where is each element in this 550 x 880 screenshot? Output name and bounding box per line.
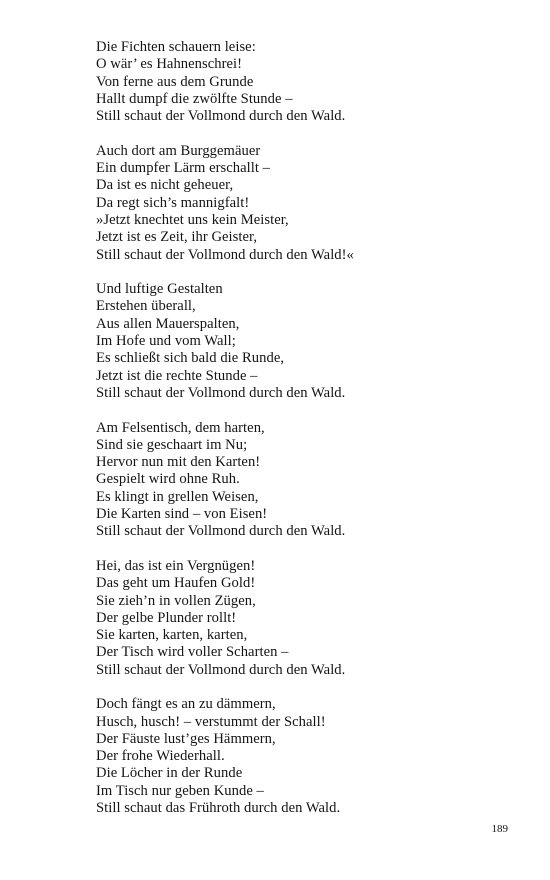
poem-line: Still schaut der Vollmond durch den Wald.: [96, 384, 346, 401]
poem-line: Im Hofe und vom Wall;: [96, 333, 236, 350]
stanza-3: [96, 281, 516, 402]
poem-line: Da ist es nicht geheuer,: [96, 177, 234, 194]
poem-line: Still schaut der Vollmond durch den Wald.: [96, 108, 346, 125]
poem-line: Der Tisch wird voller Scharten –: [96, 644, 289, 661]
poem-line: Still schaut der Vollmond durch den Wald.: [96, 661, 346, 678]
poem-line: Das geht um Haufen Gold!: [96, 575, 256, 592]
poem-line: Sind sie geschaart im Nu;: [96, 436, 248, 453]
poem-line: Doch fängt es an zu dämmern,: [96, 696, 276, 713]
poem-line: Die Karten sind – von Eisen!: [96, 506, 268, 523]
poem-line: O wär’ es Hahnenschrei!: [96, 56, 243, 73]
poem-line: Jetzt ist es Zeit, ihr Geister,: [96, 229, 258, 246]
poem-line: Die Fichten schauern leise:: [96, 39, 256, 55]
poem-line: Von ferne aus dem Grunde: [96, 73, 254, 90]
poem-line: Hallt dumpf die zwölfte Stunde –: [96, 90, 293, 107]
poem-line: Hei, das ist ein Vergnügen!: [96, 557, 256, 574]
page-number: 189: [491, 823, 508, 835]
poem-line: Es schließt sich bald die Runde,: [96, 350, 285, 367]
poem-line: Ein dumpfer Lärm erschallt –: [96, 160, 271, 177]
poem-line: Und luftige Gestalten: [96, 281, 223, 298]
stanza-5: [96, 558, 516, 679]
poem-line: Aus allen Mauerspalten,: [96, 315, 240, 332]
poem-line: Da regt sich’s mannigfalt!: [96, 194, 250, 211]
stanza-1: [96, 39, 516, 125]
poem-line: Gespielt wird ohne Ruh.: [96, 471, 240, 488]
poem-line: »Jetzt knechtet uns kein Meister,: [96, 211, 289, 228]
poem-line: Am Felsentisch, dem harten,: [96, 419, 265, 436]
stanza-4: [96, 420, 516, 541]
poem-line: Die Löcher in der Runde: [96, 765, 243, 782]
poem-body: [96, 39, 516, 835]
poem-line: Im Tisch nur geben Kunde –: [96, 782, 264, 799]
poem-line: Hervor nun mit den Karten!: [96, 454, 261, 471]
stanza-6: [96, 696, 516, 817]
poem-line: Erstehen überall,: [96, 298, 196, 315]
poem-line: Der gelbe Plunder rollt!: [96, 609, 237, 626]
poem-line: Sie zieh’n in vollen Zügen,: [96, 592, 256, 609]
poem-line: Jetzt ist die rechte Stunde –: [96, 367, 258, 384]
poem-line: Husch, husch! – verstummt der Schall!: [96, 713, 326, 730]
poem-line: Sie karten, karten, karten,: [96, 627, 248, 644]
stanza-2: [96, 143, 516, 264]
poem-line: Der Fäuste lust’ges Hämmern,: [96, 730, 276, 747]
poem-line: Still schaut der Vollmond durch den Wald.: [96, 523, 346, 540]
poem-line: Es klingt in grellen Weisen,: [96, 488, 259, 505]
poem-line: Auch dort am Burggemäuer: [96, 142, 261, 159]
poem-line: Der frohe Wiederhall.: [96, 748, 225, 765]
poem-line: Still schaut das Frühroth durch den Wald.: [96, 800, 341, 817]
poem-line: Still schaut der Vollmond durch den Wald!«: [96, 246, 354, 263]
